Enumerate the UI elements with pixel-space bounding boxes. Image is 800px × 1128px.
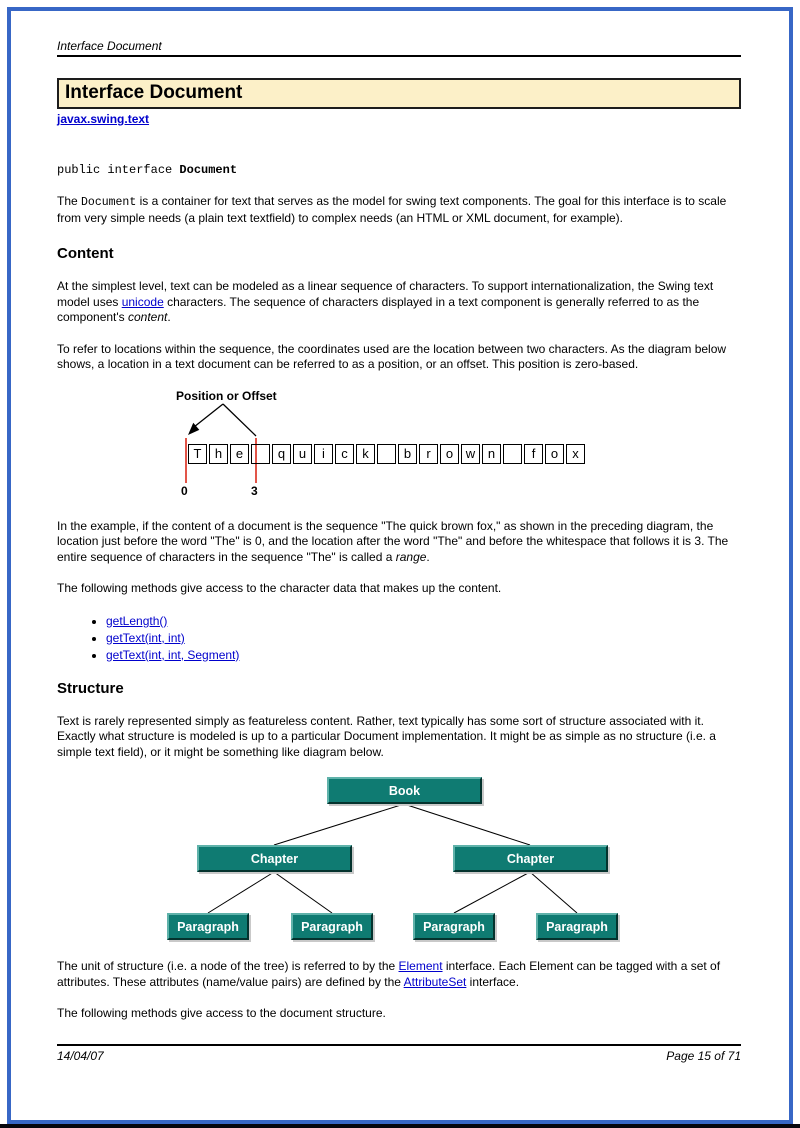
char-cell: o (440, 444, 459, 464)
package-line (57, 112, 741, 126)
char-cell: o (545, 444, 564, 464)
tree-node-chapter: Chapter (453, 845, 608, 872)
character-cells (188, 444, 587, 464)
tree-node-book: Book (327, 777, 482, 804)
char-cell: w (461, 444, 480, 464)
gettext-int-int-link[interactable]: getText(int, int) (106, 630, 185, 645)
char-cell: c (335, 444, 354, 464)
content-p3-text-2: . (426, 549, 430, 564)
header-rule (57, 55, 741, 57)
interface-declaration (57, 163, 741, 177)
structure-paragraph-3: The following methods give access to the document structure. (57, 1006, 386, 1020)
content-paragraph-1 (57, 279, 741, 326)
bottom-edge-bar (0, 1124, 800, 1128)
char-cell: h (209, 444, 228, 464)
char-cell (377, 444, 396, 464)
range-term: range (395, 549, 427, 564)
section-heading-structure: Structure (57, 679, 124, 697)
page-footer (57, 1049, 741, 1063)
tree-node-paragraph: Paragraph (536, 913, 618, 940)
char-cell (251, 444, 270, 464)
char-cell: u (293, 444, 312, 464)
content-paragraph-3 (57, 519, 741, 566)
getlength-link[interactable]: getLength() (106, 613, 168, 628)
structure-p2-text-1: The unit of structure (i.e. a node of the tree) is referred to by the (57, 959, 399, 973)
content-p1-text-2: characters. The sequence of characters displayed in a text component is generally referred to as the component's (57, 294, 700, 324)
char-cell: f (524, 444, 543, 464)
char-cell: r (419, 444, 438, 464)
structure-paragraph-2 (57, 959, 741, 990)
char-cell (503, 444, 522, 464)
method-list-item (106, 630, 741, 647)
tree-node-paragraph: Paragraph (167, 913, 249, 940)
running-header: Interface Document (57, 39, 162, 53)
char-cell: k (356, 444, 375, 464)
tree-node-paragraph: Paragraph (291, 913, 373, 940)
tree-node-paragraph: Paragraph (413, 913, 495, 940)
footer-page-number: Page 15 of 71 (666, 1048, 741, 1063)
footer-date: 14/04/07 (57, 1048, 104, 1063)
intro-text-2: is a container for text that serves as the model for swing text components. The goal for this interface is to scale from very simple needs (a plain text textfield) to complex needs (an HTML or XML document, for example). (57, 194, 727, 225)
page-content (57, 0, 741, 1063)
package-link[interactable]: javax.swing.text (57, 112, 150, 126)
content-paragraph-4: The following methods give access to the character data that makes up the content. (57, 581, 502, 595)
diagram-caption: Position or Offset (176, 388, 277, 403)
char-cell: n (482, 444, 501, 464)
structure-p2-text-2: interface. Each Element can be tagged with a set of attributes. These attributes (name/value pairs) are defined by the (57, 959, 721, 989)
char-cell: b (398, 444, 417, 464)
page-title: Interface Document (57, 78, 741, 109)
char-cell: q (272, 444, 291, 464)
content-method-list (57, 613, 741, 664)
declaration-modifiers: public interface (57, 163, 180, 177)
content-p1-text-3: . (167, 310, 171, 324)
section-heading-content: Content (57, 245, 114, 262)
content-p1-text-1: At the simplest level, text can be modeled as a linear sequence of characters. To support internationalization, the Swing text model uses (57, 279, 714, 309)
position-offset-diagram (57, 388, 741, 500)
structure-paragraph-1: Text is rarely represented simply as featureless content. Rather, text typically has some sort of structure associated with it. Exactly what structure is modeled is up to a particular Document implementation. It might be as simple as no structure (i.e. a simple text field), or it might be something like diagram below. (57, 713, 716, 759)
document-structure-tree (57, 775, 741, 945)
gettext-int-int-segment-link[interactable]: getText(int, int, Segment) (106, 647, 240, 662)
char-cell: e (230, 444, 249, 464)
footer-rule (57, 1044, 741, 1046)
offset-label-3: 3 (251, 483, 258, 498)
char-cell: T (188, 444, 207, 464)
intro-text-1: The (57, 194, 82, 208)
content-p3-text-1: In the example, if the content of a document is the sequence "The quick brown fox," as shown in the preceding diagram, the location just before the word "The" is 0, and the location after the word "The" and before the whitespace that follows it is 3. The entire sequence of characters in the sequence "The" is called a (57, 518, 729, 564)
tree-node-chapter: Chapter (197, 845, 352, 872)
position-marker-line-0 (185, 438, 187, 483)
char-cell: i (314, 444, 333, 464)
content-paragraph-2: To refer to locations within the sequence, the coordinates used are the location between two characters. As the diagram below shows, a location in a text document can be referred to as a position, or an offset. This position is zero-based. (57, 341, 727, 371)
structure-p2-text-3: interface. (466, 974, 520, 989)
intro-paragraph (57, 194, 741, 226)
method-list-item (106, 613, 741, 630)
unicode-link[interactable]: unicode (121, 294, 164, 309)
method-list-item (106, 647, 741, 664)
declaration-name: Document (179, 163, 238, 177)
element-link[interactable]: Element (398, 959, 443, 973)
attributeset-link[interactable]: AttributeSet (403, 974, 467, 989)
char-cell: x (566, 444, 585, 464)
offset-label-0: 0 (181, 483, 188, 498)
content-term: content (128, 310, 168, 324)
inline-code-document: Document (81, 196, 137, 209)
